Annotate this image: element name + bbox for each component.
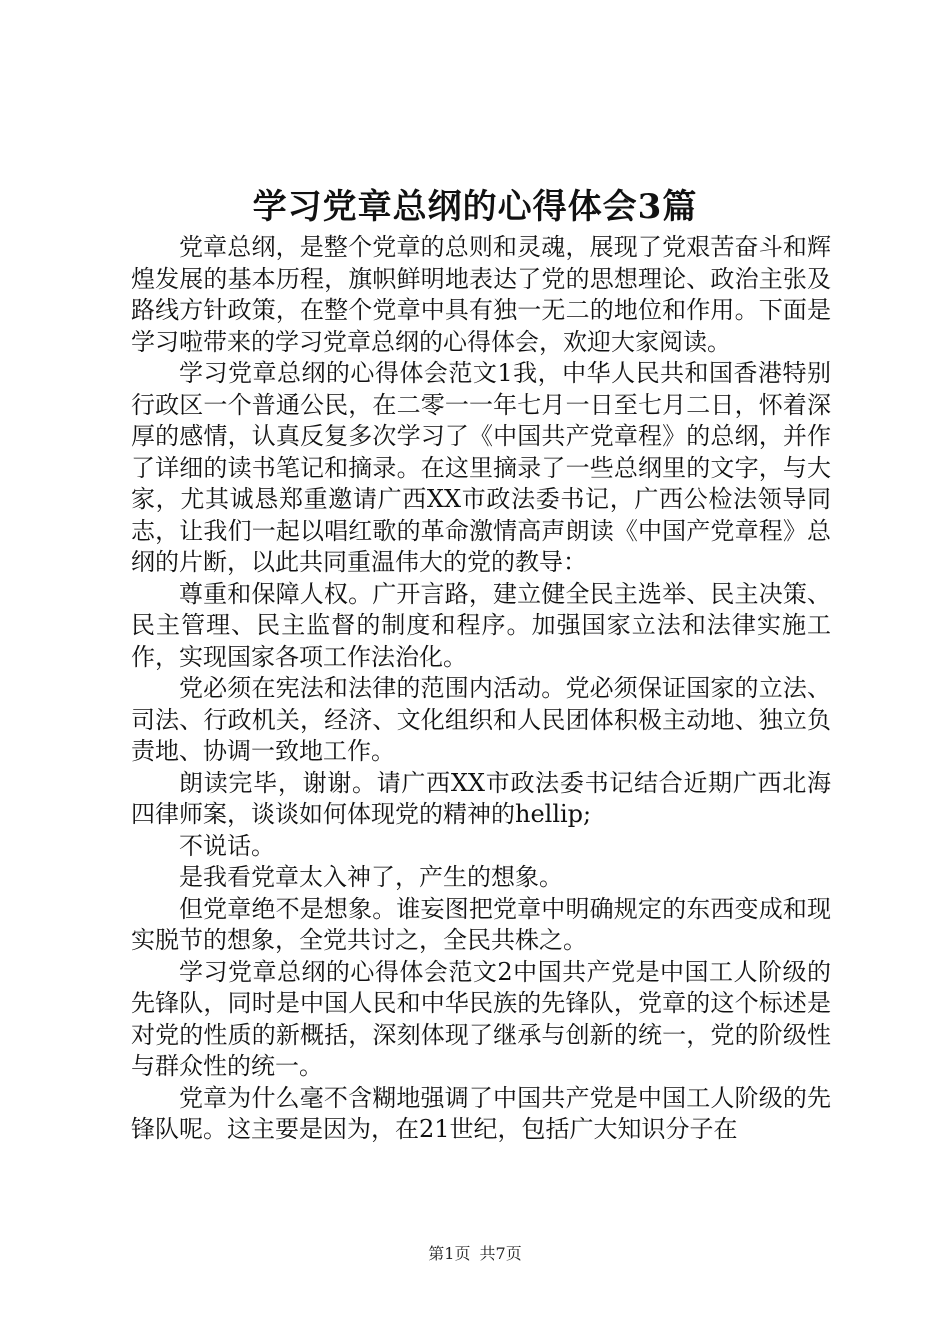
paragraph-not-imagination: 但党章绝不是想象。谁妄图把党章中明确规定的东西变成和现实脱节的想象，全党共讨之，全民共株之。 xyxy=(131,894,831,954)
paragraph-intro: 党章总纲，是整个党章的总则和灵魂，展现了党艰苦奋斗和辉煌发展的基本历程，旗帜鲜明地表达了党的思想理论、政治主张及路线方针政策，在整个党章中具有独一无二的地位和作用。下面是学习啦带来的学习党章总纲的心得体会，欢迎大家阅读。 xyxy=(131,233,831,356)
paragraph-essay-2: 学习党章总纲的心得体会范文2中国共产党是中国工人阶级的先锋队，同时是中国人民和中华民族的先锋队，党章的这个标述是对党的性质的新概括，深刻体现了继承与创新的统一，党的阶级性与群众性的统一。 xyxy=(131,957,831,1080)
paragraph-reading-done: 朗读完毕，谢谢。请广西XX市政法委书记结合近期广西北海四律师案，谈谈如何体现党的精神的hellip; xyxy=(131,768,831,828)
paragraph-silence: 不说话。 xyxy=(179,831,275,860)
document-title: 学习党章总纲的心得体会3篇 xyxy=(252,187,698,227)
page-total: 共7页 xyxy=(479,1244,522,1263)
paragraph-imagination: 是我看党章太入神了，产生的想象。 xyxy=(179,863,563,891)
page-footer xyxy=(0,1242,950,1266)
document-body xyxy=(131,232,831,1146)
paragraph-vanguard: 党章为什么毫不含糊地强调了中国共产党是中国工人阶级的先锋队呢。这主要是因为，在21世纪，包括广大知识分子在 xyxy=(131,1083,831,1143)
paragraph-constitution: 党必须在宪法和法律的范围内活动。党必须保证国家的立法、司法、行政机关，经济、文化组织和人民团体积极主动地、独立负责地、协调一致地工作。 xyxy=(131,674,831,765)
paragraph-essay-1: 学习党章总纲的心得体会范文1我，中华人民共和国香港特别行政区一个普通公民，在二零一一年七月一日至七月二日，怀着深厚的感情，认真反复多次学习了《中国共产党章程》的总纲，并作了详细的读书笔记和摘录。在这里摘录了一些总纲里的文字，与大家，尤其诚恳郑重邀请广西XX市政法委书记，广西公检法领导同志，让我们一起以唱红歌的革命激情高声朗读《中国产党章程》总纲的片断，以此共同重温伟大的党的教导： xyxy=(131,359,831,576)
paragraph-human-rights: 尊重和保障人权。广开言路，建立健全民主选举、民主决策、民主管理、民主监督的制度和程序。加强国家立法和法律实施工作，实现国家各项工作法治化。 xyxy=(131,579,831,671)
page-number: 第1页 xyxy=(428,1244,471,1263)
